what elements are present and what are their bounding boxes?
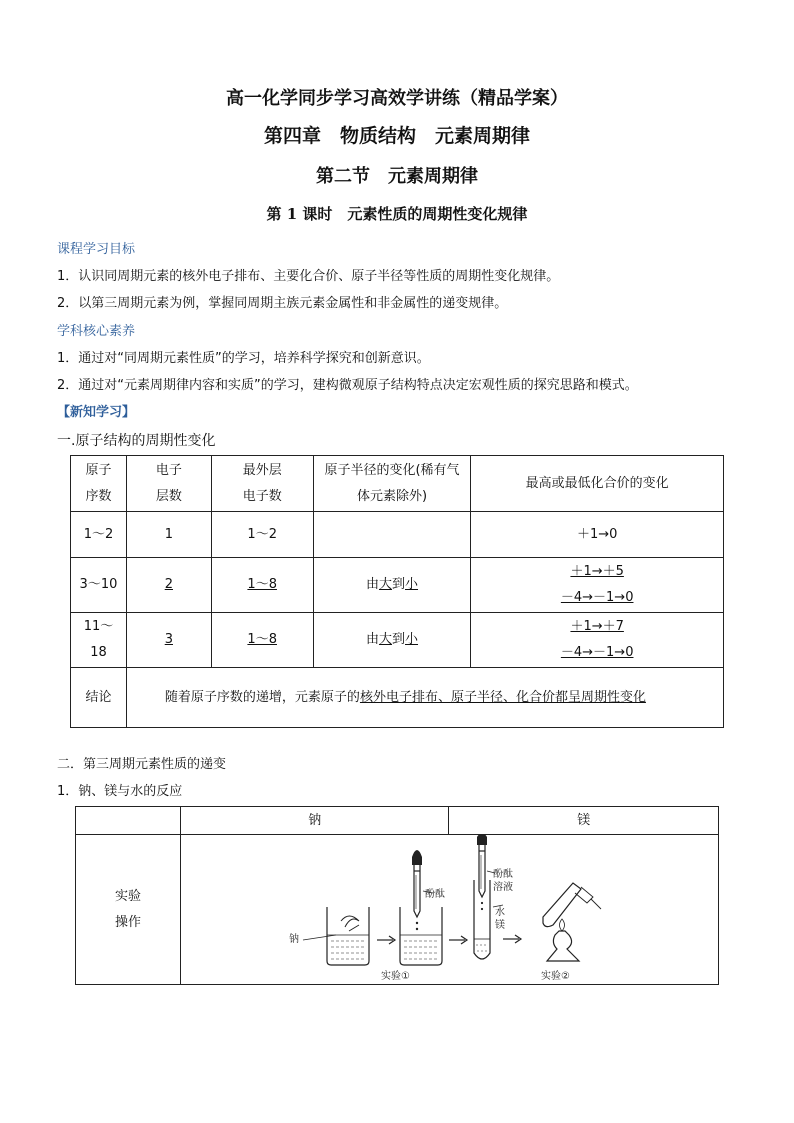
beaker-icon (400, 907, 442, 965)
table-row (71, 558, 724, 613)
header-radius: 原子半径的变化(稀有气 体元素除外) (313, 456, 471, 512)
dropper-icon (414, 865, 420, 917)
lesson-title: 第 1 课时 元素性质的周期性变化规律 (266, 205, 528, 223)
part2-heading: 二．第三周期元素性质的递变 (57, 757, 227, 772)
header-sodium: 钠 (181, 807, 449, 835)
cell-radius: 由大到小 (313, 558, 471, 613)
cell-number: 11～ 18 (71, 613, 127, 668)
cell-outer: 1～8 (211, 613, 313, 668)
test-tube-icon (543, 883, 581, 927)
goals-heading: 课程学习目标 (57, 242, 136, 257)
table-row (71, 512, 724, 558)
sodium-label: 钠 (289, 934, 299, 945)
experiment1-label: 实验① (381, 971, 410, 982)
experiment-figure (181, 835, 718, 984)
cell-radius: 由大到小 (313, 613, 471, 668)
literacy-heading: 学科核心素养 (57, 324, 136, 339)
cell-layers: 3 (126, 613, 211, 668)
header-number: 原子 序数 (71, 456, 127, 512)
cell-outer: 1～8 (211, 558, 313, 613)
header-layers: 电子 层数 (126, 456, 211, 512)
cell-outer: 1～2 (211, 512, 313, 558)
sodium-piece-icon (341, 916, 359, 927)
cell-layers: 1 (126, 512, 211, 558)
cell-layers: 2 (126, 558, 211, 613)
part2-subheading: 1．钠、镁与水的反应 (57, 784, 183, 799)
doc-title: 高一化学同步学习高效学讲练（精品学案） (226, 88, 568, 109)
water-label: 水 (495, 907, 505, 918)
conclusion-text: 随着原子序数的递增，元素原子的核外电子排布、原子半径、化合价都呈周期性变化 (126, 668, 723, 728)
cell-radius (313, 512, 471, 558)
experiment-figure-cell (181, 835, 719, 985)
conclusion-label: 结论 (71, 668, 127, 728)
alcohol-lamp-icon (547, 931, 579, 961)
test-tube-icon (474, 880, 490, 959)
table-row (71, 613, 724, 668)
dropper-icon (479, 845, 485, 897)
phenolphthalein-solution-label: 酚酞 (493, 869, 513, 880)
goal-item: 2．以第三周期元素为例，掌握同周期主族元素金属性和非金属性的递变规律。 (57, 296, 508, 311)
chapter-title: 第四章 物质结构 元素周期律 (263, 125, 530, 147)
phenolphthalein-solution-label: 溶液 (493, 882, 513, 893)
cell-valence: ＋1→0 (471, 512, 724, 558)
section-title: 第二节 元素周期律 (316, 166, 478, 187)
header-magnesium: 镁 (449, 807, 719, 835)
tube-holder-icon (575, 887, 593, 903)
na-mg-water-table (75, 806, 719, 985)
cell-valence: ＋1→＋7 －4→－1→0 (471, 613, 724, 668)
conclusion-row (71, 668, 724, 728)
flame-icon (560, 919, 565, 931)
atomic-structure-table (70, 455, 724, 728)
goal-item: 1．认识同周期元素的核外电子排布、主要化合价、原子半径等性质的周期性变化规律。 (57, 269, 560, 284)
header-outer: 最外层 电子数 (211, 456, 313, 512)
phenolphthalein-label: 酚酞 (425, 889, 445, 900)
literacy-item: 2．通过对“元素周期律内容和实质”的学习，建构微观原子结构特点决定宏观性质的探究思路和模式。 (57, 378, 638, 393)
experiment2-label: 实验② (541, 971, 570, 982)
magnesium-label: 镁 (495, 920, 505, 931)
cell-valence: ＋1→＋5 －4→－1→0 (471, 558, 724, 613)
part1-heading: 一.原子结构的周期性变化 (57, 433, 216, 449)
cell-number: 3～10 (71, 558, 127, 613)
new-knowledge-heading: 【新知学习】 (57, 405, 136, 420)
header-valence: 最高或最低化合价的变化 (471, 456, 724, 512)
literacy-item: 1．通过对“同周期元素性质”的学习，培养科学探究和创新意识。 (57, 351, 430, 366)
row-label-experiment: 实验 操作 (76, 835, 181, 985)
corner-cell (76, 807, 181, 835)
cell-number: 1～2 (71, 512, 127, 558)
